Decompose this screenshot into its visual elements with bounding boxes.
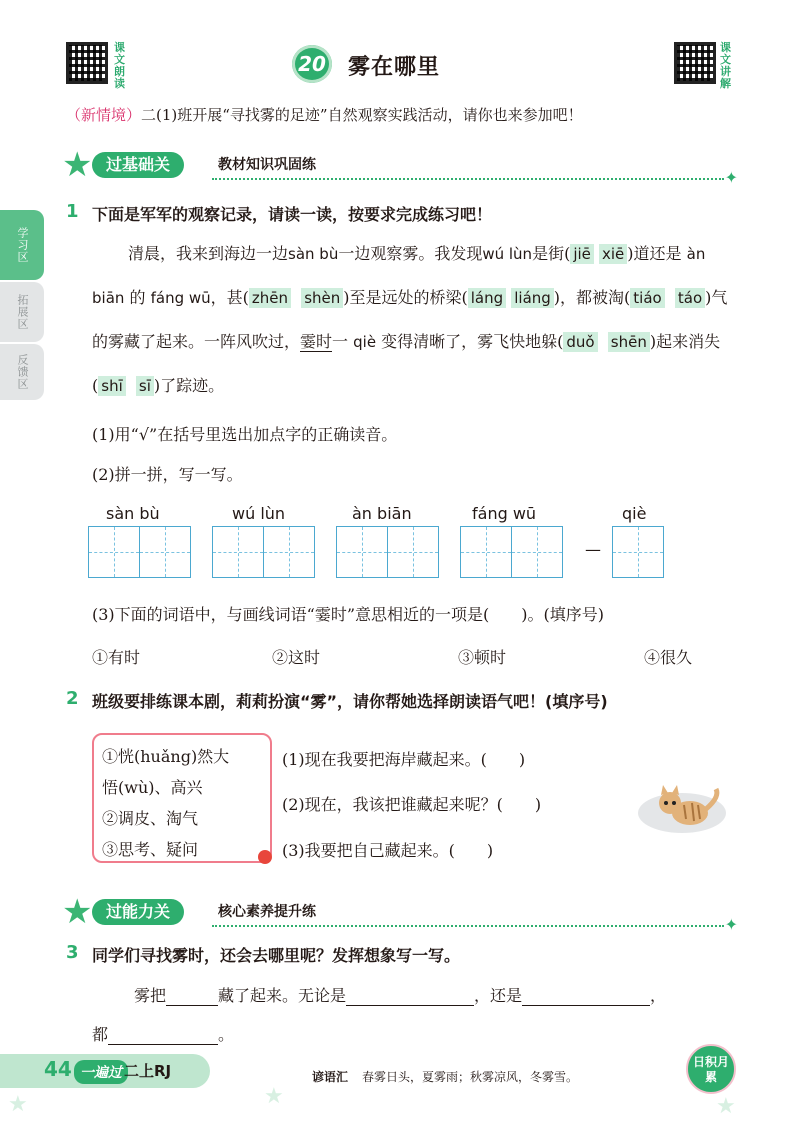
qr-right-label: 课文讲解 [720,41,731,90]
pinyin-option[interactable]: duǒ [563,332,597,352]
cat-illustration [636,775,728,837]
page-number: 44 [44,1057,72,1081]
section-basic-subtitle: 教材知识巩固练 [218,157,316,173]
grid-pinyin: wú lùn [232,504,286,523]
script-line-1[interactable]: (1)现在我要把海岸藏起来。( ) [282,750,526,769]
star-icon: ★ [264,1084,284,1109]
brand-logo: 一遍过 [74,1060,128,1084]
context-tag: （新情境） [66,106,142,124]
pinyin-option[interactable]: zhēn [249,288,291,308]
tone-option: ②调皮、淘气 [102,809,199,828]
section-basic-title: 过基础关 [92,152,184,178]
star-icon: ★ [716,1094,736,1119]
question-prompt: 班级要排练课本剧，莉莉扮演“雾”，请你帮她选择朗读语气吧！(填序号) [92,692,608,711]
writing-grid[interactable] [612,526,663,578]
option-4[interactable]: ④很久 [644,648,693,667]
star-end-icon: ✦ [724,168,738,187]
grid-cell[interactable] [387,526,439,578]
grid-cell[interactable] [511,526,563,578]
context-line [66,104,583,125]
answer-blank[interactable] [166,988,218,1006]
sub-question-3: (3)下面的词语中，与画线词语“霎时”意思相近的一项是( )。(填序号) [92,605,604,624]
qr-left-label: 课文朗读 [114,41,125,90]
side-tab-feedback[interactable]: 反馈区 [0,344,44,400]
writing-grid[interactable] [88,526,189,578]
grid-pinyin: fáng wū [472,504,537,523]
pinyin-option[interactable]: tiáo [630,288,664,308]
pinyin-blank: àn biān [92,245,706,307]
grid-cell[interactable] [612,526,664,578]
pinyin-option[interactable]: jiē [570,244,594,264]
fill-sentence-line-1: 雾把 藏了起来。无论是 ，还是 ， [134,986,667,1005]
qr-code-left [66,42,108,84]
answer-blank[interactable] [108,1027,218,1045]
pinyin-blank: fáng wū [150,289,211,307]
script-line-3[interactable]: (3)我要把自己藏起来。( ) [282,841,494,860]
option-3[interactable]: ③顿时 [458,648,507,667]
section-divider [212,925,724,927]
section-basic-header [62,145,738,187]
side-tab-study[interactable]: 学习区 [0,210,44,280]
side-tab-extend[interactable]: 拓展区 [0,282,44,342]
tone-option: ①恍(huǎng)然大 [102,747,230,766]
answer-blank[interactable] [346,988,474,1006]
star-icon: ★ [62,892,93,932]
question-prompt: 同学们寻找雾时，还会去哪里呢？发挥想象写一写。 [92,946,461,965]
section-ability-subtitle: 核心素养提升练 [218,904,316,920]
tone-option: ③思考、疑问 [102,840,199,859]
fill-sentence-line-2: 都 。 [92,1025,235,1044]
grid-cell[interactable] [212,526,264,578]
observation-passage: 清晨，我来到海边一边sàn bù一边观察雾。我发现wú lùn是街( jiē xiē )道还是 àn biān 的 fáng wū，甚( zhēn shèn )至是远处的桥梁( láng liáng )，都被淘( tiáo táo )气的雾藏了起来。一阵风吹过，霎时一 qiè 变得清晰了，雾飞快地躲( duǒ shēn )起来消失( shī sī )了踪迹。 [92,244,728,395]
underlined-word: 霎时 [300,332,333,351]
star-icon: ★ [62,145,93,185]
pinyin-option[interactable]: shī [98,376,126,396]
grid-pinyin: qiè [622,504,647,523]
writing-grid[interactable] [336,526,437,578]
tone-option: 悟(wù)、高兴 [102,778,203,797]
proverb-text: 春雾日头，夏雾雨；秋雾凉风，冬雾雪。 [362,1070,579,1084]
pinyin-option[interactable]: sī [136,376,154,396]
pinyin-option[interactable]: láng [468,288,506,308]
section-divider [212,178,724,180]
option-2[interactable]: ②这时 [272,648,321,667]
writing-grid[interactable] [460,526,561,578]
grid-cell[interactable] [460,526,512,578]
star-icon: ★ [8,1092,28,1117]
section-ability-title: 过能力关 [92,899,184,925]
pinyin-blank: qiè [353,333,377,351]
daily-accumulation-badge: 日积月累 [686,1044,736,1094]
proverb-label: 谚语汇 [312,1070,349,1084]
grid-cell[interactable] [139,526,191,578]
answer-blank[interactable] [522,988,650,1006]
pinyin-option[interactable]: shēn [608,332,650,352]
pinyin-blank: wú lùn [482,245,533,263]
pinyin-option[interactable]: liáng [511,288,554,308]
question-number: 3 [66,942,79,963]
grid-pinyin: àn biān [352,504,412,523]
script-line-2[interactable]: (2)现在，我该把谁藏起来呢？( ) [282,795,542,814]
sub-question-1: (1)用“√”在括号里选出加点字的正确读音。 [92,425,398,444]
question-number: 2 [66,688,79,709]
question-number: 1 [66,201,79,222]
grid-cell[interactable] [88,526,140,578]
lesson-title: 雾在哪里 [348,55,441,80]
section-ability-header [62,892,738,934]
grade-label: 二上RJ [124,1062,172,1080]
grid-cell[interactable] [336,526,388,578]
context-text: 二(1)班开展“寻找雾的足迹”自然观察实践活动，请你也来参加吧！ [141,106,583,124]
apple-icon [258,850,272,864]
lesson-number-badge: 20 [292,45,332,83]
proverb-line [312,1068,578,1085]
pinyin-option[interactable]: xiē [599,244,627,264]
option-1[interactable]: ①有时 [92,648,141,667]
question-prompt: 下面是军军的观察记录，请读一读，按要求完成练习吧！ [92,205,493,224]
writing-grid[interactable] [212,526,313,578]
sub-question-2: (2)拼一拼，写一写。 [92,465,243,484]
pinyin-option[interactable]: táo [675,288,705,308]
pinyin-blank: sàn bù [288,245,339,263]
grid-dash: — [585,540,601,559]
grid-pinyin: sàn bù [106,504,160,523]
pinyin-option[interactable]: shèn [301,288,343,308]
star-end-icon: ✦ [724,915,738,934]
tone-options-box [92,733,272,863]
grid-cell[interactable] [263,526,315,578]
qr-code-right [674,42,716,84]
